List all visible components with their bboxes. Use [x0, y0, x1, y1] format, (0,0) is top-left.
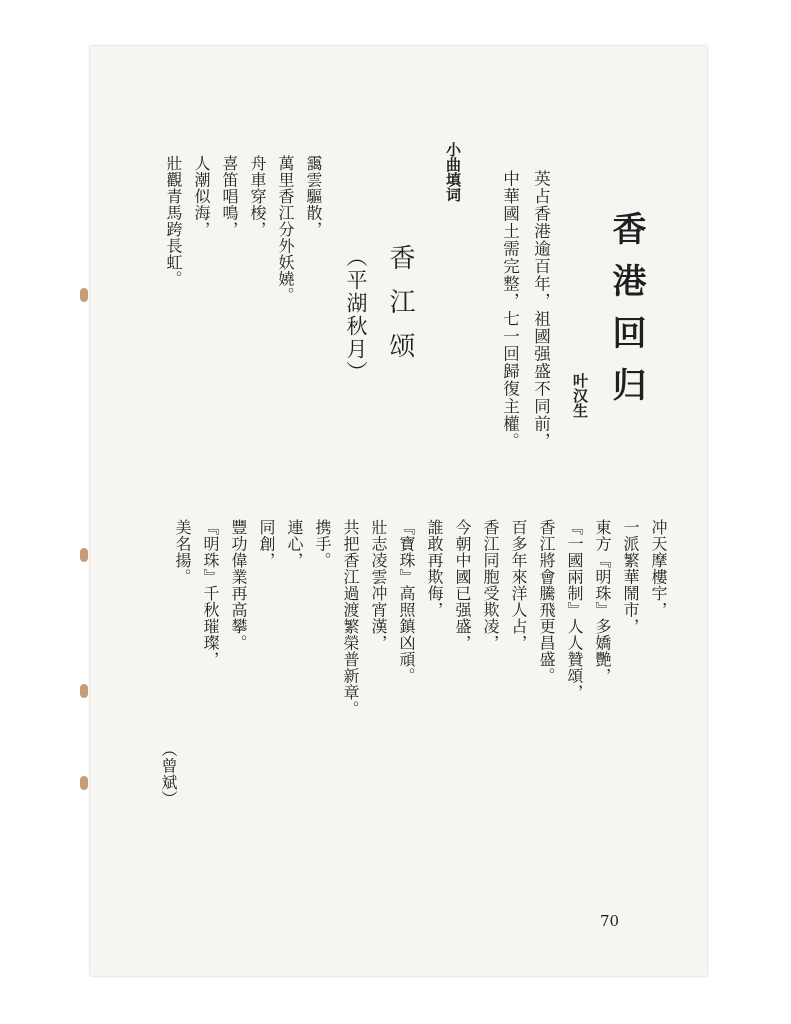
poem2-title: 香江颂 — [385, 244, 415, 376]
poem3-line-3: 東方『明珠』多嬌艷， — [593, 519, 612, 684]
page-number: 70 — [600, 912, 620, 930]
poem2-line-1: 靄雲驅散， — [304, 155, 323, 238]
poem1-title: 香港回归 — [606, 211, 646, 419]
poem3-line-10: 『寶珠』高照鎮凶頑。 — [397, 519, 416, 684]
poem2-line-2: 萬里香江分外妖嬈。 — [276, 155, 295, 304]
poem3-line-9: 誰敢再欺侮， — [425, 519, 444, 618]
poem3-line-12: 共把香江過渡繁榮普新章。 — [341, 519, 360, 717]
book-page — [90, 46, 707, 976]
poem2-line-5: 人潮似海， — [192, 155, 211, 238]
binding-hole-mark — [80, 548, 88, 562]
poem1-line-2: 中華國土需完整，七一回歸復主權。 — [500, 170, 520, 450]
poem3-line-6: 百多年來洋人占， — [509, 519, 528, 651]
poem2-line-6: 壯觀青馬跨長虹。 — [164, 155, 183, 287]
binding-hole-mark — [80, 684, 88, 698]
poem2-line-4: 喜笛唱鳴， — [220, 155, 239, 238]
poem3-line-5: 香江將會騰飛更昌盛。 — [537, 519, 556, 684]
binding-hole-mark — [80, 776, 88, 790]
poem3-line-14: 連心， — [285, 519, 304, 569]
poem2-line-3: 舟車穿梭， — [248, 155, 267, 238]
poem2-tune: （平湖秋月） — [344, 246, 368, 384]
poem3-line-7: 香江同胞受欺凌， — [481, 519, 500, 651]
poem3-line-13: 携手。 — [313, 519, 332, 569]
poem3-author: （曾斌） — [159, 741, 178, 807]
poem3-line-4: 『一國兩制』人人贊頌， — [565, 519, 584, 701]
poem3-line-15: 同創， — [257, 519, 276, 569]
poem1-line-1: 英占香港逾百年，祖國强盛不同前， — [531, 170, 551, 450]
poem3-line-17: 『明珠』千秋璀璨， — [201, 519, 220, 668]
binding-hole-mark — [80, 288, 88, 302]
poem3-line-2: 一派繁華鬧市， — [621, 519, 640, 635]
poem3-line-16: 豐功偉業再高攀。 — [229, 519, 248, 651]
poem3-line-8: 今朝中國已强盛， — [453, 519, 472, 651]
poem1-author: 叶汉生 — [571, 373, 589, 418]
poem2-label: 小曲填词 — [444, 142, 462, 202]
poem3-line-11: 壯志凌雲冲宵漢， — [369, 519, 388, 651]
poem3-line-1: 冲天摩樓宇， — [649, 519, 668, 618]
poem3-line-18: 美名揚。 — [173, 519, 192, 585]
